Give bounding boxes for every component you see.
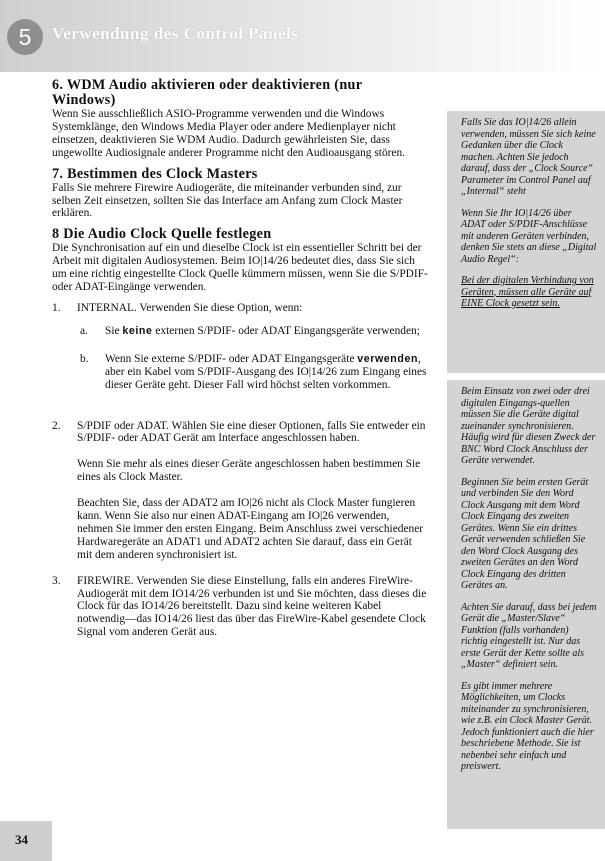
section-heading-wdm [52, 78, 428, 108]
chapter-number-badge: 5 [7, 19, 43, 55]
list-item-number: 3. [52, 574, 61, 587]
section-body-clock-master: Falls Sie mehrere Firewire Audiogeräte, die miteinander verbunden sind, zur selben Zeit einsetzen, sollten Sie das Interface am Anfang zum Clock Master erklären. [52, 181, 403, 220]
emphasis-verwenden: verwenden [357, 352, 419, 365]
list-item-text: Beachten Sie, dass der ADAT2 am IO|26 nicht als Clock Master fungieren kann. Wenn Sie also nur einen ADAT-Eingang am IO|26 verwenden, nehmen Sie immer den ersten Eingang. Beim Anschluss zwei verschiedener Hardwaregeräte an ADAT1 und ADAT2 achten Sie darauf, dass ein Gerät mit dem anderen synchronisiert ist. [77, 497, 424, 561]
sub-item-a [80, 325, 428, 338]
sidebar-note-text: Beim Einsatz von zwei oder drei digitalen Eingangs-quellen müssen Sie die Geräte digital zueinander synchronisieren. Häufig wird für diesen Zweck der BNC Word Clock Anschluss der Geräte verwendet. [461, 386, 596, 466]
main-column [52, 78, 428, 639]
sidebar-note-rule: Bei der digitalen Verbindung von Geräten, müssen alle Geräte auf EINE Clock gesetzt sein. [461, 275, 594, 309]
section-heading-wdm-line1: 6. WDM Audio aktivieren oder deaktivieren (nur [52, 77, 363, 93]
sub-item-letter: b. [80, 352, 89, 365]
list-item-internal [52, 302, 428, 315]
sub-item-b [80, 353, 428, 392]
emphasis-keine: keine [122, 324, 153, 337]
list-item-text: Wenn Sie mehr als eines dieser Geräte angeschlossen haben bestimmen Sie eines als Clock Master. [77, 458, 421, 484]
sidebar-note-text: Es gibt immer mehrere Möglichkeiten, um Clocks miteinander zu synchronisieren, wie z.B. ein Clock Master Gerät. Jedoch funktioniert auch die hier beschriebene Methode. Sie ist nebenbei sehr einfach und preiswert. [461, 680, 594, 772]
list-item-text: INTERNAL. Verwenden Sie diese Option, wenn: [77, 301, 303, 314]
section-body-wdm: Wenn Sie ausschließlich ASIO-Programme verwenden und die Windows Systemklänge, den Windows Media Player oder andere Medienplayer nicht einsetzen, deaktivieren Sie WDM Audio. Dadurch gewährleisten Sie, dass ungewollte Audiosignale anderer Programme nicht den Audioausgang stören. [52, 108, 406, 159]
section-heading-clock-source: 8 Die Audio Clock Quelle festlegen [52, 226, 272, 243]
list-item-text: FIREWIRE. Verwenden Sie diese Einstellung, falls ein anderes FireWire-Audiogerät mit dem IO14/26 verbunden ist und Sie möchten, dass dieses die Clock für das IO14/26 bereitstellt. Dazu sind keine weiteren Kabel notwendig—das IO14/26 liest das über das FireWire-Kabel gesendete Clock Signal vom anderen Gerät aus. [77, 574, 427, 639]
list-item-number: 1. [52, 301, 61, 314]
sidebar-note-text: Beginnen Sie beim ersten Gerät und verbinden Sie den Word Clock Ausgang mit dem Word Clock Eingang des zweiten Gerätes. Wenn Sie ein drittes Gerät verwenden schließen Sie den Word Clock Ausgang des zweiten Gerätes an den Word Clock Eingang des dritten Gerätes an. [461, 476, 589, 591]
chapter-header-band [0, 0, 605, 72]
sidebar-note-clock [447, 111, 605, 373]
section-clock-master [52, 167, 428, 221]
sidebar-note-text: Achten Sie darauf, dass bei jedem Gerät die „Master/Slave“ Funktion (falls vorhanden) richtig eingestellt ist. Nur das erste Gerät der Kette sollte als „Master“ definiert sein. [461, 601, 597, 670]
sidebar-note-word-clock [447, 380, 605, 829]
section-wdm-audio [52, 78, 428, 160]
list-item-firewire [52, 575, 428, 640]
sidebar-note-text: Falls Sie das IO|14/26 allein verwenden, müssen Sie sich keine Gedanken über die Clock machen. Achten Sie jedoch darauf, dass der „Clock Source“ Parameter im Control Panel auf „Internal“ steht [461, 117, 596, 197]
sub-item-text: Wenn Sie externe S/PDIF- oder ADAT Eingangsgeräte verwenden, aber ein Kabel vom S/PDIF-Ausgang des IO|14/26 zum Eingang eines dieser Geräte geht. Dieser Fall wird höchst selten vorkommen. [105, 352, 427, 391]
list-item-number: 2. [52, 419, 61, 432]
list-item-text: S/PDIF oder ADAT. Wählen Sie eine dieser Optionen, falls Sie entweder ein S/PDIF- oder ADAT Gerät am Interface angeschlossen haben. [77, 419, 426, 445]
section-heading-wdm-line2: Windows) [52, 92, 116, 108]
list-item-spdif-adat [52, 420, 428, 562]
page-number: 34 [15, 832, 28, 847]
clock-option-list [52, 302, 428, 639]
sidebar-note-text: Wenn Sie Ihr IO|14/26 über ADAT oder S/PDIF-Anschlüsse mit anderen Geräten verbinden, denken Sie stets an diese „Digital Audio Regel“: [461, 207, 597, 265]
section-body-clock-source: Die Synchronisation auf ein und dieselbe Clock ist ein essentieller Schritt bei der Arbeit mit digitalen Audiosystemen. Beim IO|14/26 bedeutet dies, dass Sie sich um eine richtig eingestellte Clock Quelle kümmern müssen, wenn Sie die S/PDIF- oder ADAT-Eingänge verwenden. [52, 242, 428, 294]
sub-item-letter: a. [80, 324, 88, 337]
chapter-title: Verwendung des Control Panels [52, 24, 299, 43]
sub-item-text: Sie keine externen S/PDIF- oder ADAT Eingangsgeräte verwenden; [105, 324, 420, 337]
section-clock-source [52, 227, 428, 294]
section-heading-clock-master: 7. Bestimmen des Clock Masters [52, 165, 258, 182]
